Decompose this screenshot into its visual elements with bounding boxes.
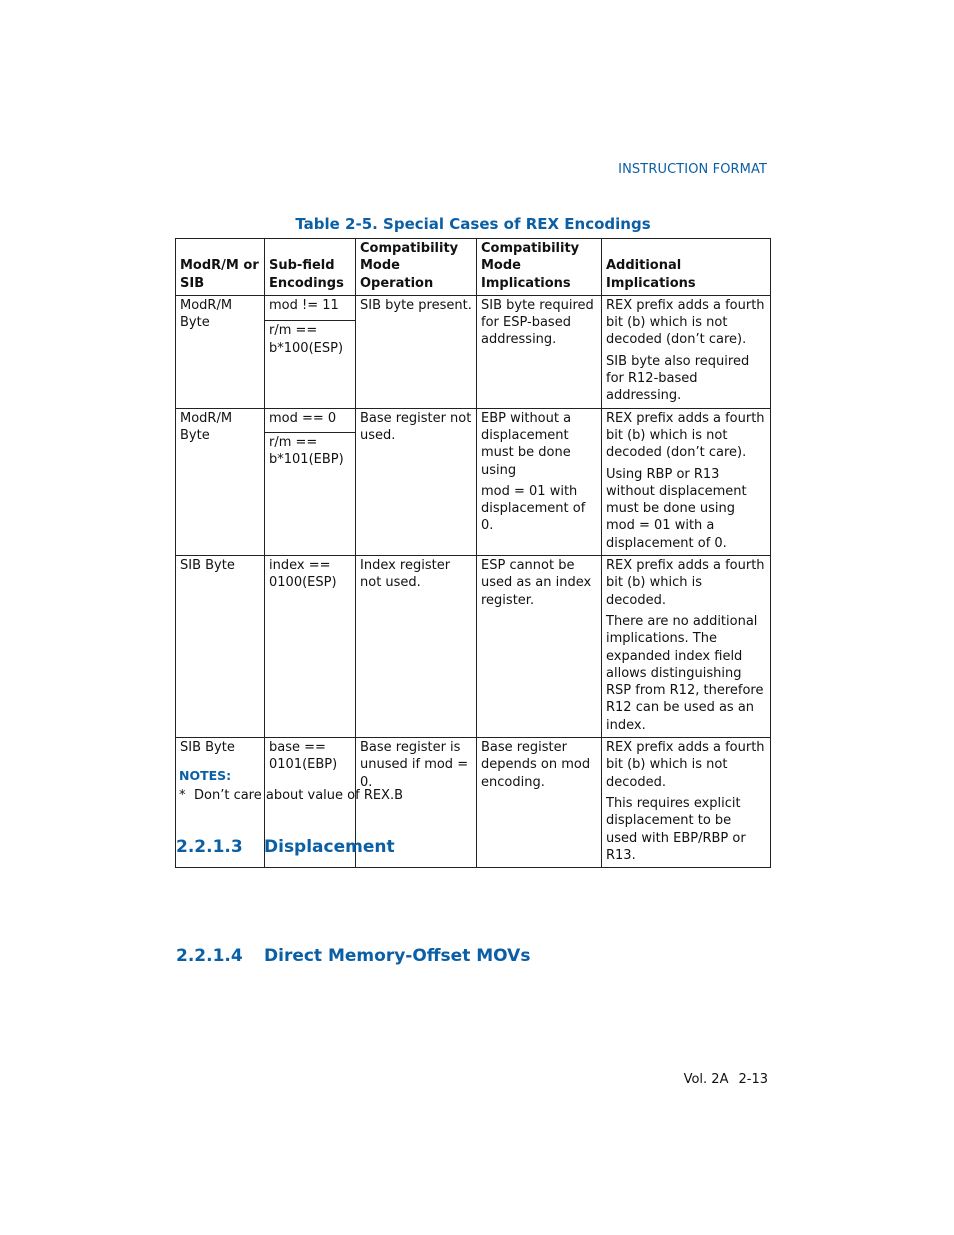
page-footer bbox=[684, 1072, 768, 1087]
cell-subfield: index == 0100(ESP) bbox=[265, 556, 356, 738]
cell-subfield: base == 0101(EBP) bbox=[265, 738, 356, 868]
cell-compat-operation: Base register not used. bbox=[356, 408, 477, 555]
page-number: 2-13 bbox=[738, 1072, 768, 1087]
cell-additional: REX prefix adds a fourth bit (b) which is not decoded (don’t care). Using RBP or R13 without displacement must be done using mod = 01 with a displacement of 0. bbox=[602, 408, 771, 555]
section-title: Direct Memory-Offset MOVs bbox=[264, 946, 531, 966]
cell-subfield: mod == 0 bbox=[265, 408, 356, 432]
volume-label: Vol. 2A bbox=[683, 1072, 729, 1087]
note-marker: * bbox=[179, 788, 186, 803]
section-heading-memory-offset bbox=[176, 946, 530, 966]
cell-subfield: mod != 11 bbox=[265, 295, 356, 321]
table-row bbox=[176, 408, 771, 432]
table-row bbox=[176, 556, 771, 738]
section-title: Displacement bbox=[264, 837, 395, 857]
cell-compat-implications: Base register depends on mod encoding. bbox=[477, 738, 602, 868]
running-head: INSTRUCTION FORMAT bbox=[618, 162, 767, 177]
cell-subfield: r/m == b*101(EBP) bbox=[265, 433, 356, 556]
cell-compat-implications: ESP cannot be used as an index register. bbox=[477, 556, 602, 738]
notes-title: NOTES: bbox=[179, 768, 232, 783]
header-additional: Additional Implications bbox=[602, 239, 771, 296]
note-item bbox=[179, 788, 403, 803]
note-text: Don’t care about value of REX.B bbox=[194, 788, 404, 803]
cell-compat-operation: SIB byte present. bbox=[356, 295, 477, 408]
table-row bbox=[176, 295, 771, 321]
section-number: 2.2.1.3 bbox=[176, 837, 243, 857]
cell-additional: REX prefix adds a fourth bit (b) which is decoded. There are no additional implications. The expanded index field allows distinguishing RSP from R12, therefore R12 can be used as an index. bbox=[602, 556, 771, 738]
cell-compat-implications: EBP without a displacement must be done using mod = 01 with displacement of 0. bbox=[477, 408, 602, 555]
cell-field: ModR/M Byte bbox=[176, 295, 265, 408]
header-subfield: Sub-field Encodings bbox=[265, 239, 356, 296]
rex-encodings-table bbox=[175, 238, 771, 868]
cell-field: SIB Byte bbox=[176, 738, 265, 868]
section-heading-displacement bbox=[176, 837, 395, 857]
cell-compat-implications: SIB byte required for ESP-based addressing. bbox=[477, 295, 602, 408]
cell-field: SIB Byte bbox=[176, 556, 265, 738]
header-modrm-sib: ModR/M or SIB bbox=[176, 239, 265, 296]
header-compat-implications: Compatibility Mode Implications bbox=[477, 239, 602, 296]
table-caption: Table 2-5. Special Cases of REX Encodings bbox=[295, 215, 651, 233]
cell-compat-operation: Index register not used. bbox=[356, 556, 477, 738]
header-compat-operation: Compatibility Mode Operation bbox=[356, 239, 477, 296]
cell-subfield: r/m == b*100(ESP) bbox=[265, 321, 356, 408]
cell-field: ModR/M Byte bbox=[176, 408, 265, 555]
cell-additional: REX prefix adds a fourth bit (b) which is not decoded. This requires explicit displacement to be used with EBP/RBP or R13. bbox=[602, 738, 771, 868]
section-number: 2.2.1.4 bbox=[176, 946, 243, 966]
cell-additional: REX prefix adds a fourth bit (b) which is not decoded (don’t care). SIB byte also required for R12-based addressing. bbox=[602, 295, 771, 408]
table-header-row bbox=[176, 239, 771, 296]
cell-compat-operation: Base register is unused if mod = 0. bbox=[356, 738, 477, 868]
